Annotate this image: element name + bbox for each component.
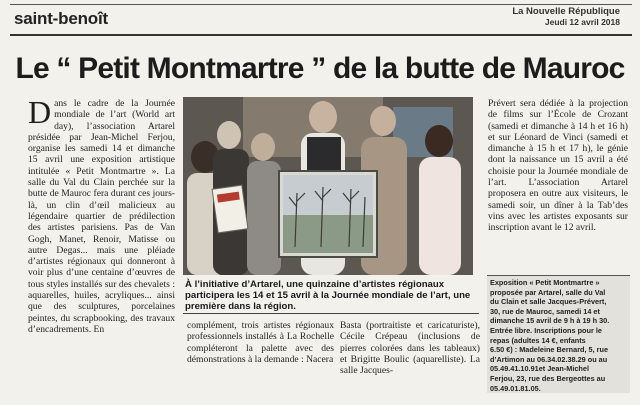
newspaper-name: La Nouvelle République [512,6,620,17]
article-headline: Le “ Petit Montmartre ” de la butte de Mauroc [15,52,625,85]
info-line: Exposition « Petit Montmartre » [490,278,600,287]
info-line: 30, rue de Mauroc, samedi 14 et [490,306,600,316]
photo-caption: À l’initiative d’Artarel, une quinzaine d’artistes régionaux participera les 14 et 15 avril à la Journée mondiale de l’art, une première dans la région. [185,279,471,312]
info-line: 05.49.01.81.05. [490,383,541,393]
info-line: du Clain et salle Jacques-Prévert, [490,297,607,307]
info-line: dimanche 15 avril de 9 h à 19 h 30. [490,316,610,326]
publication-date: Jeudi 12 avril 2018 [544,17,620,27]
newspaper-masthead [512,6,620,28]
practical-info-box [487,275,630,393]
caption-rule [183,313,479,314]
info-line: repas (adultes 14 €, enfants [490,335,586,345]
drop-cap: D [28,94,52,130]
info-line: Ferjou, 23, rue des Bergeottes au [490,373,606,383]
article-column-1 [28,94,175,335]
header-rule [10,34,632,36]
info-line: 6.50 €) : Madeleine Bernard, 5, rue [490,345,609,355]
info-line: d’Artimon au 06.34.02.38.29 ou au [490,354,608,364]
article-column-4: Prévert sera dédiée à la projection de films sur l’École de Crozant (samedi et dimanche à 14 h et 16 h) et sur Léonard de Vinci (samedi et dimanche à 15 h et 17 h), le génie dont la naissance un 15 avril a été choisie pour la Journée mondiale de l’art. L’association Artarel proposera en outre aux visiteurs, le samedi soir, un dîner à la Tab’des vins avec les artistes exposants sur inscription avant le 12 avril. [488,98,628,234]
article-column-2: complément, trois artistes régionaux professionnels installés à La Rochelle compléteront la palette avec des démonstrations à la demande : Nacera [187,320,334,365]
info-line: 05.49.41.10.91et Jean-Michel [490,364,589,374]
article-column-3: Basta (portraitiste et caricaturiste), Cécile Crépeau (inclusions de pierres colorées dans les tableaux) et Brigitte Boulic (aquarelliste). La salle Jacques- [340,320,480,377]
article-text-1: ans le cadre de la Journée mondiale de l’art (World art day), l’association Artarel présidée par Jean-Michel Ferjou, organise les samedi 14 et dimanche 15 avril une exposition artistique intitulée « Petit Montmartre ». La salle du Val du Clain perchée sur la butte de Mauroc fera durant ces jours-là, un clin d’œil malicieux au légendaire quartier de prédilection des artistes parisiens. Pas de Van Gogh, Manet, Renoir, Matisse ou autre Degas... mais une pléiade d’artistes régionaux qui donneront à voir plus d’une centaine d’œuvres de tous styles installés sur des chevalets : aquarelles, huiles, acryliques... ainsi que des sculptures, porcelaines peintes, du scrapbooking, des travaux d’encadrements. En [28,98,175,335]
article-photo [183,97,473,275]
section-rubric: saint-benoît [14,9,108,28]
group-photo-illustration [183,97,473,275]
info-line: Entrée libre. Inscriptions pour le [490,325,602,335]
top-rule [10,4,632,5]
info-line: proposée par Artarel, salle du Val [490,287,606,297]
